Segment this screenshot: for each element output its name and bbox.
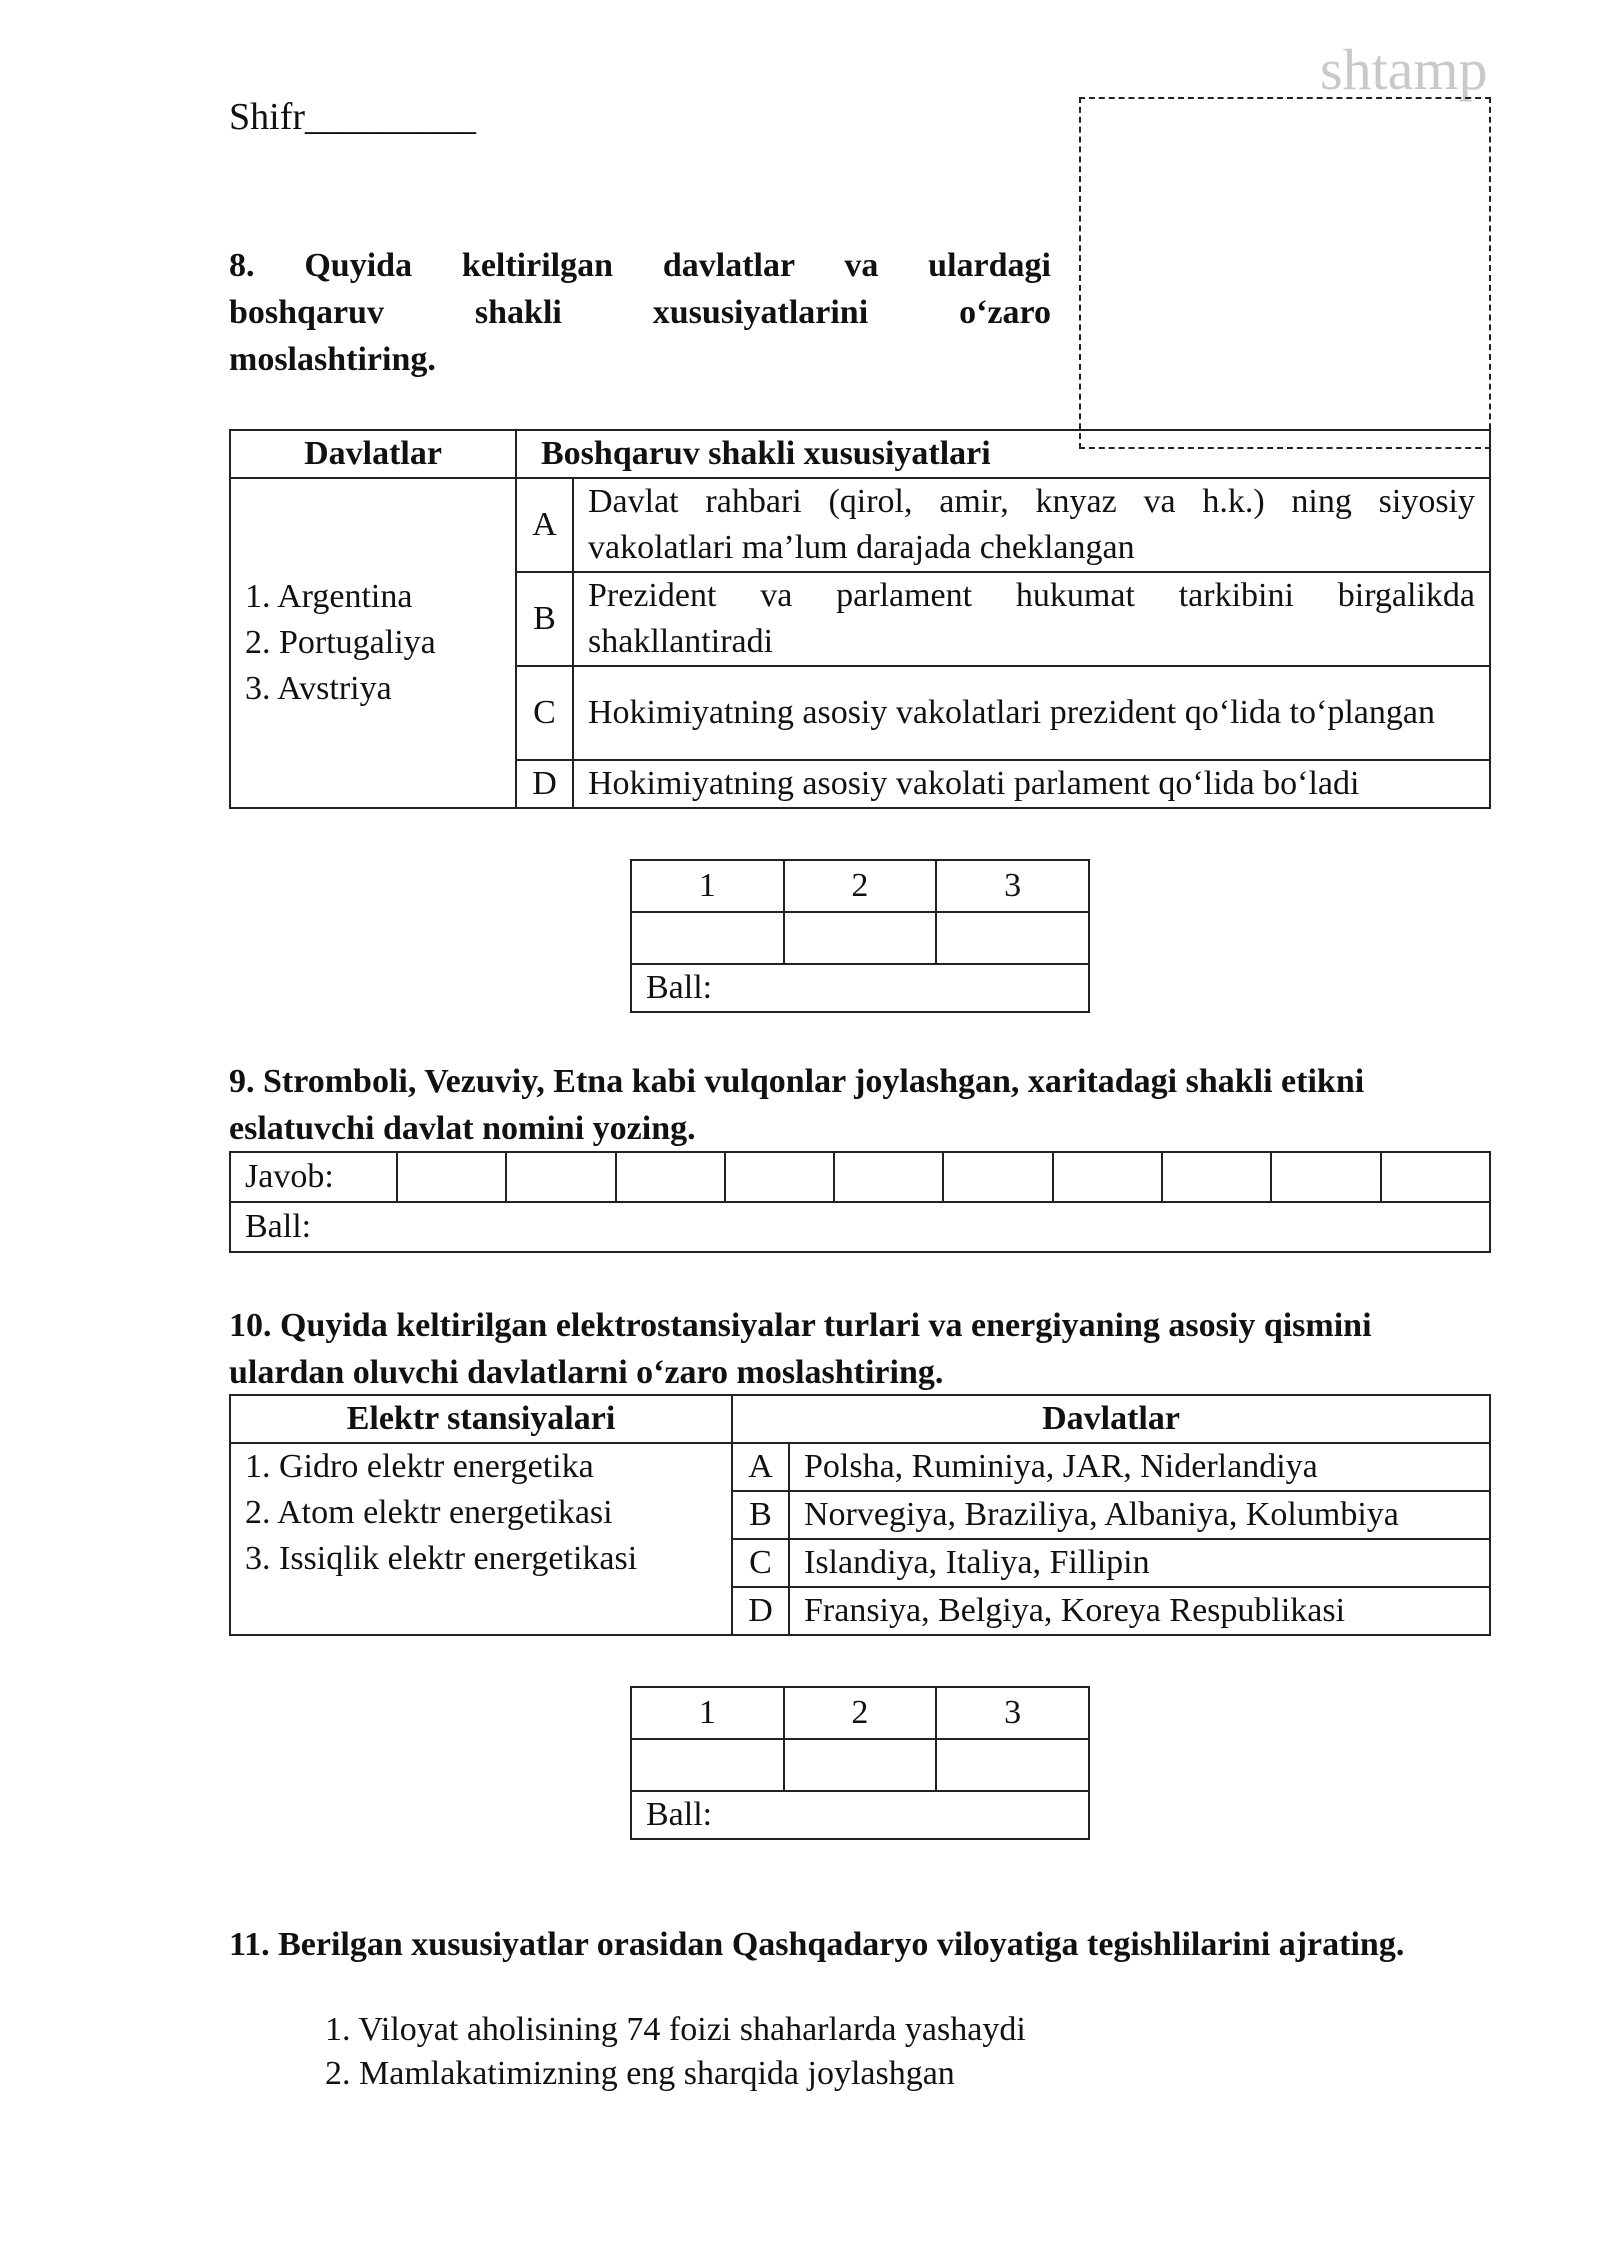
- letter-box[interactable]: [1053, 1152, 1162, 1202]
- answer-col-header: 1: [631, 1687, 784, 1739]
- answer-cell-3[interactable]: [936, 1739, 1089, 1791]
- question-10-title: 10. Quyida keltirilgan elektrostansiyalar turlari va energiyaning asosiy qismini ulardan oluvchi davlatlarni o‘zaro moslashtiring.: [229, 1307, 1372, 1391]
- question-11-list: [325, 2008, 1026, 2096]
- option-letter: D: [516, 760, 573, 808]
- option-text: Norvegiya, Braziliya, Albaniya, Kolumbiya: [789, 1491, 1490, 1539]
- list-item: 3. Avstriya: [245, 670, 392, 707]
- answer-cell-2[interactable]: [784, 1739, 937, 1791]
- list-item: 3. Issiqlik elektr energetikasi: [245, 1540, 638, 1577]
- javob-label: Javob:: [230, 1152, 397, 1202]
- list-item: 1. Gidro elektr energetika: [245, 1448, 594, 1485]
- question-8-title-line: moslashtiring.: [229, 341, 436, 378]
- question-10-answer-grid: [630, 1686, 1090, 1840]
- letter-box[interactable]: [397, 1152, 506, 1202]
- stamp-label: shtamp: [1320, 37, 1488, 102]
- letter-box[interactable]: [834, 1152, 943, 1202]
- option-text: Polsha, Ruminiya, JAR, Niderlandiya: [789, 1443, 1490, 1491]
- letter-box[interactable]: [1381, 1152, 1490, 1202]
- list-item: 1. Argentina: [245, 578, 413, 615]
- letter-box[interactable]: [1271, 1152, 1380, 1202]
- q8-header-features: Boshqaruv shakli xususiyatlari: [516, 430, 1490, 478]
- ball-label: Ball:: [230, 1202, 1490, 1252]
- option-text: Hokimiyatning asosiy vakolatlari prezident qo‘lida to‘plangan: [573, 666, 1490, 760]
- list-item: 2. Atom elektr energetikasi: [245, 1494, 613, 1531]
- answer-cell-2[interactable]: [784, 912, 937, 964]
- answer-col-header: 1: [631, 860, 784, 912]
- question-8-title-line: 8. Quyida keltirilgan davlatlar va ulardagi: [229, 247, 1051, 284]
- letter-box[interactable]: [725, 1152, 834, 1202]
- cipher-field-label: Shifr_________: [229, 96, 476, 138]
- answer-col-header: 3: [936, 1687, 1089, 1739]
- answer-cell-1[interactable]: [631, 912, 784, 964]
- question-9-title: 9. Stromboli, Vezuviy, Etna kabi vulqonlar joylashgan, xaritadagi shakli etikni eslatuvchi davlat nomini yozing.: [229, 1063, 1365, 1147]
- question-8-answer-grid: [630, 859, 1090, 1013]
- option-letter: A: [516, 478, 573, 572]
- option-letter: D: [732, 1587, 789, 1635]
- stamp-box: [1079, 97, 1491, 449]
- question-8-table: [229, 429, 1491, 809]
- option-text: Fransiya, Belgiya, Koreya Respublikasi: [789, 1587, 1490, 1635]
- option-text: Davlat rahbari (qirol, amir, knyaz va h.k.) ning siyosiy vakolatlari ma’lum darajada cheklangan: [573, 478, 1490, 572]
- list-item: 1. Viloyat aholisining 74 foizi shaharlarda yashaydi: [325, 2011, 1026, 2048]
- answer-cell-3[interactable]: [936, 912, 1089, 964]
- answer-col-header: 2: [784, 1687, 937, 1739]
- q8-header-countries: Davlatlar: [230, 430, 516, 478]
- q10-header-stations: Elektr stansiyalari: [230, 1395, 732, 1443]
- q10-header-countries: Davlatlar: [732, 1395, 1490, 1443]
- option-text: Hokimiyatning asosiy vakolati parlament qo‘lida bo‘ladi: [573, 760, 1490, 808]
- question-9-answer-table: [229, 1151, 1491, 1253]
- option-text: Islandiya, Italiya, Fillipin: [789, 1539, 1490, 1587]
- letter-box[interactable]: [506, 1152, 615, 1202]
- letter-box[interactable]: [1162, 1152, 1271, 1202]
- option-letter: A: [732, 1443, 789, 1491]
- list-item: 2. Mamlakatimizning eng sharqida joylashgan: [325, 2055, 955, 2092]
- ball-label: Ball:: [631, 1791, 1089, 1839]
- question-11-title: 11. Berilgan xususiyatlar orasidan Qashqadaryo viloyatiga tegishlilarini ajrating.: [229, 1926, 1405, 1963]
- q8-countries-cell: [230, 478, 516, 808]
- answer-col-header: 2: [784, 860, 937, 912]
- ball-label: Ball:: [631, 964, 1089, 1012]
- option-letter: B: [732, 1491, 789, 1539]
- option-letter: B: [516, 572, 573, 666]
- letter-box[interactable]: [943, 1152, 1052, 1202]
- question-8-title-line: boshqaruv shakli xususiyatlarini o‘zaro: [229, 294, 1051, 331]
- answer-col-header: 3: [936, 860, 1089, 912]
- q10-stations-cell: [230, 1443, 732, 1635]
- option-letter: C: [516, 666, 573, 760]
- answer-cell-1[interactable]: [631, 1739, 784, 1791]
- option-text: Prezident va parlament hukumat tarkibini birgalikda shakllantiradi: [573, 572, 1490, 666]
- question-8-title: [229, 242, 1051, 383]
- letter-box[interactable]: [616, 1152, 725, 1202]
- list-item: 2. Portugaliya: [245, 624, 436, 661]
- question-10-table: [229, 1394, 1491, 1636]
- option-letter: C: [732, 1539, 789, 1587]
